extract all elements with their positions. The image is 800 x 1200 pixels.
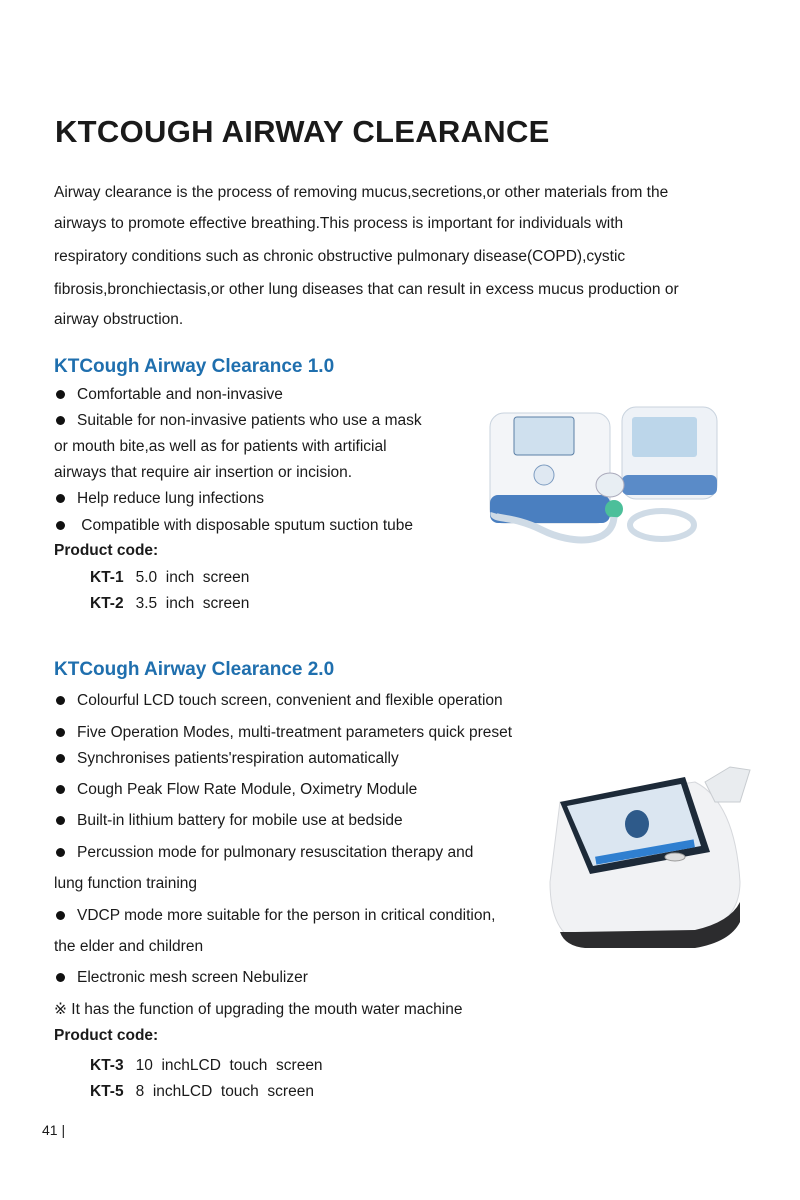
bullet-icon: [56, 521, 65, 530]
intro-line: airways to promote effective breathing.This process is important for individuals with: [54, 215, 624, 232]
bullet-icon: [56, 848, 65, 857]
bullet-icon: [56, 728, 65, 737]
product-code-row: [90, 568, 249, 588]
intro-line: airway obstruction.: [54, 311, 184, 328]
product-desc: 8 inchLCD touch screen: [135, 1083, 314, 1100]
product-desc: 5.0 inch screen: [135, 569, 250, 586]
bullet-item: [54, 385, 283, 405]
bullet-icon: [56, 696, 65, 705]
bullet-text: Electronic mesh screen Nebulizer: [77, 969, 308, 986]
bullet-text: Five Operation Modes, multi-treatment parameters quick preset: [77, 724, 513, 741]
product-code: KT-2: [90, 595, 124, 612]
bullet-icon: [56, 785, 65, 794]
page-title: KTCOUGH AIRWAY CLEARANCE: [55, 114, 550, 149]
bullet-text: Built-in lithium battery for mobile use at bedside: [77, 812, 403, 829]
bullet-text: Percussion mode for pulmonary resuscitation therapy and: [77, 844, 474, 861]
product-desc: 3.5 inch screen: [135, 595, 250, 612]
bullet-item: [54, 516, 413, 536]
bullet-continuation: or mouth bite,as well as for patients with artificial: [54, 438, 387, 455]
bullet-item: [54, 411, 422, 431]
bullet-text: Help reduce lung infections: [77, 490, 264, 507]
bullet-icon: [56, 973, 65, 982]
section1-heading: KTCough Airway Clearance 1.0: [54, 356, 335, 377]
bullet-icon: [56, 816, 65, 825]
bullet-continuation: lung function training: [54, 875, 198, 892]
bullet-text: VDCP mode more suitable for the person in critical condition,: [77, 907, 496, 924]
bullet-item: [54, 489, 264, 509]
device-2-image: [545, 762, 760, 952]
product-code-row: [90, 594, 249, 614]
bullet-item: [54, 906, 495, 926]
bullet-icon: [56, 390, 65, 399]
device-1-image: [482, 395, 727, 555]
product-code-label: Product code:: [54, 542, 159, 559]
bullet-text: Synchronises patients'respiration automatically: [77, 750, 399, 767]
product-code: KT-3: [90, 1057, 124, 1074]
bullet-icon: [56, 416, 65, 425]
product-code-label: Product code:: [54, 1027, 159, 1044]
bullet-continuation: airways that require air insertion or incision.: [54, 464, 353, 481]
product-code: KT-1: [90, 569, 124, 586]
bullet-icon: [56, 754, 65, 763]
bullet-item: [54, 968, 308, 988]
bullet-text: Colourful LCD touch screen, convenient and flexible operation: [77, 692, 503, 709]
bullet-item: [54, 723, 512, 743]
bullet-item: [54, 843, 473, 863]
intro-line: Airway clearance is the process of removing mucus,secretions,or other materials from the: [54, 184, 669, 201]
note-line: ※ It has the function of upgrading the mouth water machine: [54, 1001, 463, 1018]
product-code: KT-5: [90, 1083, 124, 1100]
bullet-text: Compatible with disposable sputum suction tube: [77, 517, 414, 534]
bullet-text: Cough Peak Flow Rate Module, Oximetry Module: [77, 781, 418, 798]
bullet-text: Comfortable and non-invasive: [77, 386, 283, 403]
bullet-text: Suitable for non-invasive patients who use a mask: [77, 412, 422, 429]
bullet-icon: [56, 911, 65, 920]
bullet-continuation: the elder and children: [54, 938, 204, 955]
product-code-row: [90, 1082, 314, 1102]
bullet-item: [54, 811, 403, 831]
intro-line: respiratory conditions such as chronic obstructive pulmonary disease(COPD),cystic: [54, 248, 626, 265]
bullet-icon: [56, 494, 65, 503]
product-code-row: [90, 1056, 323, 1076]
product-desc: 10 inchLCD touch screen: [135, 1057, 323, 1074]
page-number: 41 |: [42, 1122, 66, 1138]
section2-heading: KTCough Airway Clearance 2.0: [54, 659, 335, 680]
bullet-item: [54, 780, 417, 800]
bullet-item: [54, 691, 503, 711]
intro-line: fibrosis,bronchiectasis,or other lung diseases that can result in excess mucus production or: [54, 281, 679, 298]
bullet-item: [54, 749, 399, 769]
